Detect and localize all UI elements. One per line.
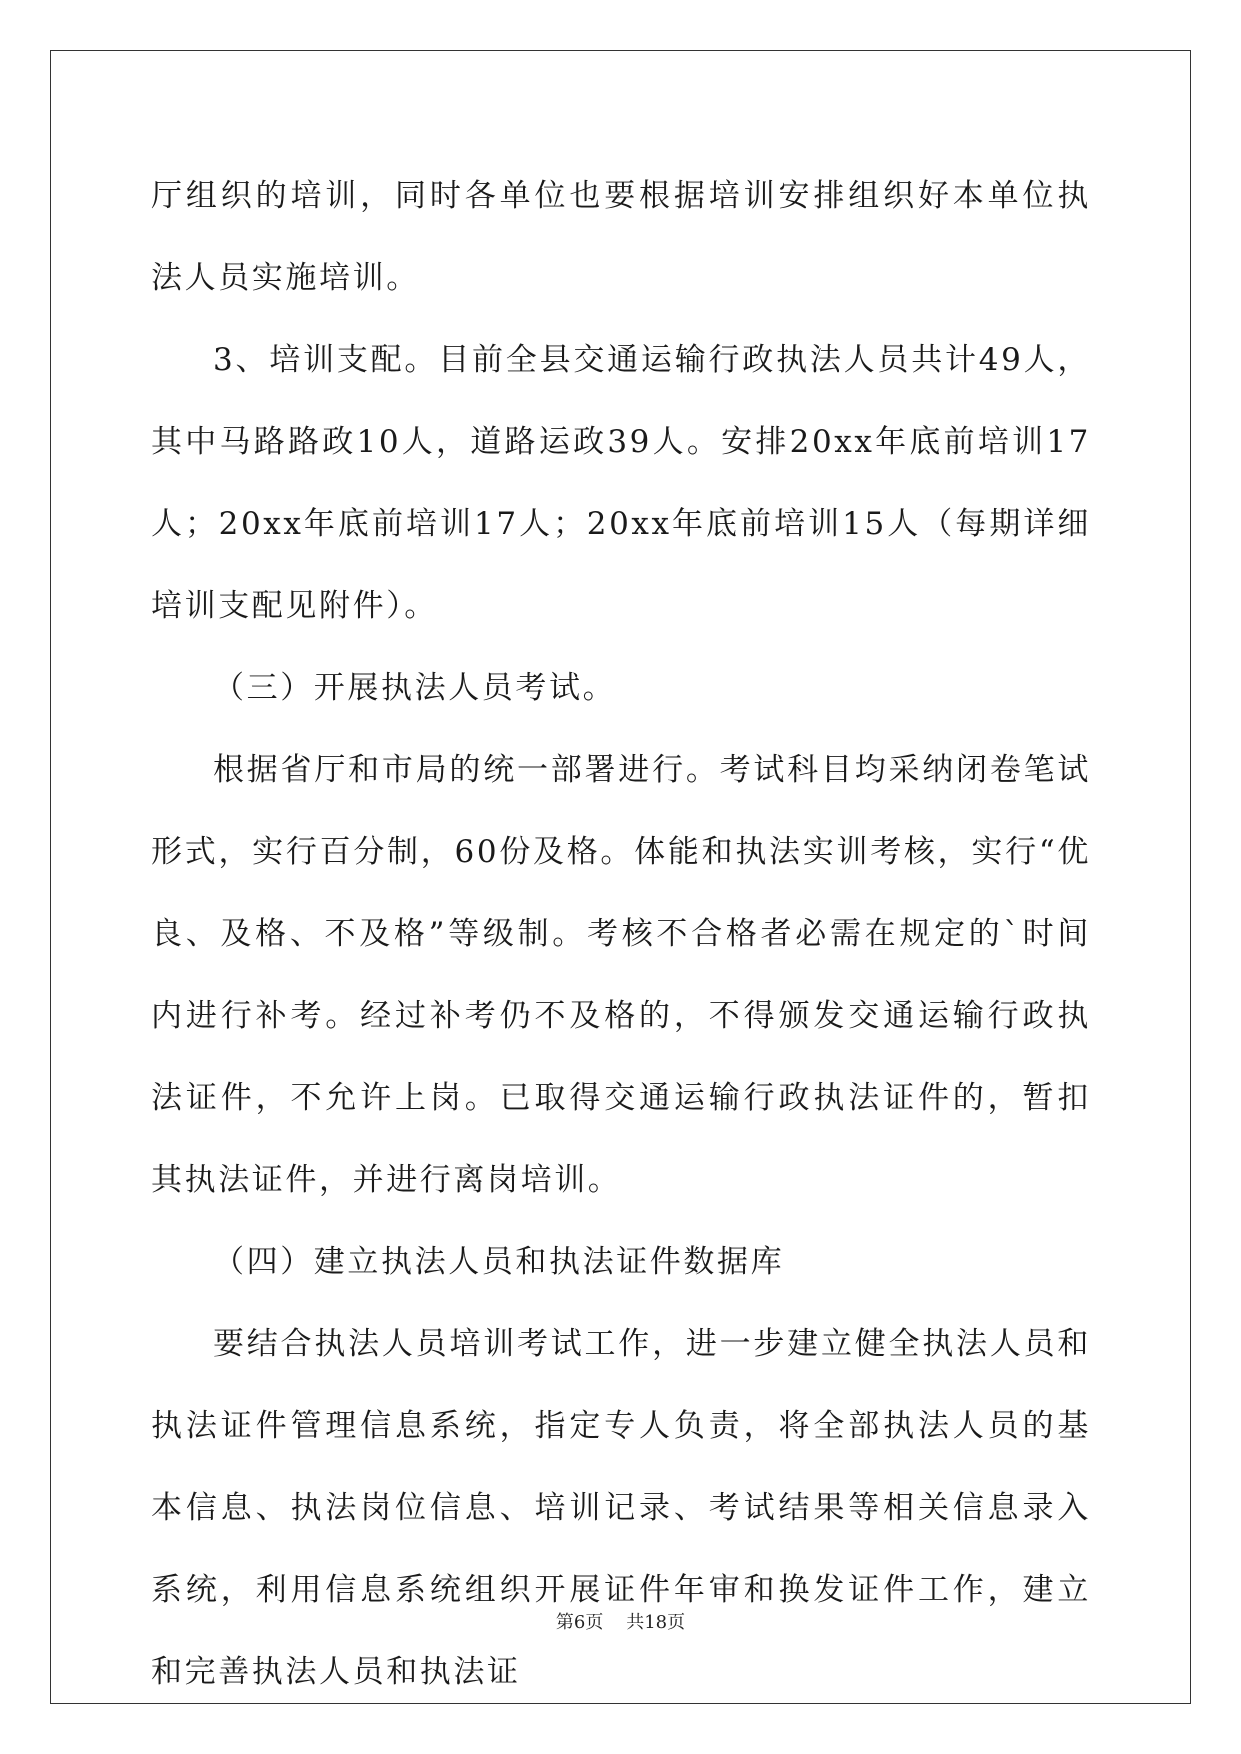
total-pages-label: 共18页 xyxy=(626,1612,686,1633)
page-footer xyxy=(0,1608,1241,1634)
paragraph-continuation: 厅组织的培训，同时各单位也要根据培训安排组织好本单位执法人员实施培训。 xyxy=(151,178,1091,296)
paragraph-database: 要结合执法人员培训考试工作，进一步建立健全执法人员和执法证件管理信息系统，指定专人负责，将全部执法人员的基本信息、执法岗位信息、培训记录、考试结果等相关信息录入系统，利用信息系统组织开展证件年审和换发证件工作，建立和完善执法人员和执法证 xyxy=(151,1326,1091,1690)
current-page-label: 第6页 xyxy=(555,1612,604,1633)
document-body xyxy=(151,155,1091,1713)
section-heading-database: （四）建立执法人员和执法证件数据库 xyxy=(213,1244,785,1280)
paragraph-training-schedule: 3、培训支配。目前全县交通运输行政执法人员共计49人，其中马路路政10人，道路运政39人。安排20xx年底前培训17人；20xx年底前培训17人；20xx年底前培训15人（每期详细培训支配见附件）。 xyxy=(151,342,1091,624)
section-heading-exam: （三）开展执法人员考试。 xyxy=(213,670,617,706)
paragraph-exam-rules: 根据省厅和市局的统一部署进行。考试科目均采纳闭卷笔试形式，实行百分制，60份及格。体能和执法实训考核，实行“优良、及格、不及格”等级制。考核不合格者必需在规定的`时间内进行补考。经过补考仍不及格的，不得颁发交通运输行政执法证件，不允许上岗。已取得交通运输行政执法证件的，暂扣其执法证件，并进行离岗培训。 xyxy=(151,752,1091,1198)
